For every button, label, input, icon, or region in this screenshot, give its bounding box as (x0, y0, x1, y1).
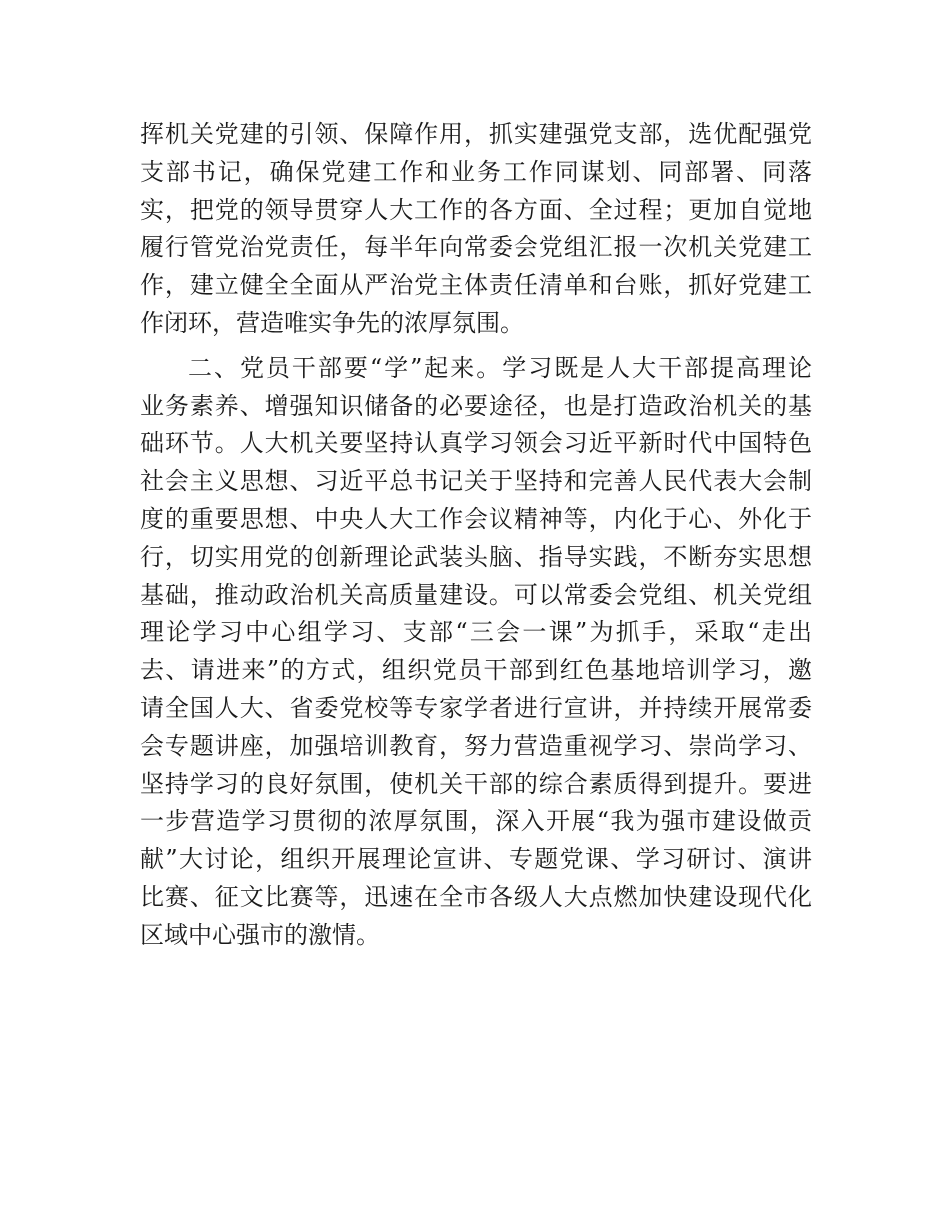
text-line: 请全国人大、省委党校等专家学者进行宣讲，并持续开展常委 (140, 693, 812, 722)
text-line: 支部书记，确保党建工作和业务工作同谋划、同部署、同落 (140, 157, 812, 186)
text-line: 作，建立健全全面从严治党主体责任清单和台账，抓好党建工 (140, 271, 812, 300)
text-line: 度的重要思想、中央人大工作会议精神等，内化于心、外化于 (140, 504, 812, 533)
text-line: 坚持学习的良好氛围，使机关干部的综合素质得到提升。要进 (140, 769, 812, 798)
text-line: 作闭环，营造唯实争先的浓厚氛围。 (140, 308, 524, 337)
text-line: 去、请进来”的方式，组织党员干部到红色基地培训学习，邀 (140, 656, 812, 685)
text-line: 理论学习中心组学习、支部“三会一课”为抓手，采取“走出 (140, 618, 812, 647)
text-line: 比赛、征文比赛等，迅速在全市各级人大点燃加快建设现代化 (140, 882, 812, 911)
body-text (140, 116, 812, 955)
text-line: 实，把党的领导贯穿人大工作的各方面、全过程；更加自觉地 (140, 195, 812, 224)
text-line: 一步营造学习贯彻的浓厚氛围，深入开展“我为强市建设做贡 (140, 807, 812, 836)
text-line: 区域中心强市的激情。 (140, 920, 380, 949)
text-line: 会专题讲座，加强培训教育，努力营造重视学习、崇尚学习、 (140, 731, 812, 760)
text-line: 业务素养、增强知识储备的必要途径，也是打造政治机关的基 (140, 391, 812, 420)
text-line: 基础，推动政治机关高质量建设。可以常委会党组、机关党组 (140, 580, 812, 609)
text-line: 社会主义思想、习近平总书记关于坚持和完善人民代表大会制 (140, 467, 812, 496)
paragraph-1 (140, 116, 812, 343)
text-line: 挥机关党建的引领、保障作用，抓实建强党支部，选优配强党 (140, 120, 812, 148)
text-line: 履行管党治党责任，每半年向常委会党组汇报一次机关党建工 (140, 233, 812, 262)
text-line: 础环节。人大机关要坚持认真学习领会习近平新时代中国特色 (140, 429, 812, 458)
paragraph-2 (140, 350, 812, 955)
text-line: 献”大讨论，组织开展理论宣讲、专题党课、学习研讨、演讲 (140, 845, 812, 874)
paragraph-gap (140, 343, 812, 350)
text-line: 行，切实用党的创新理论武装头脑、指导实践，不断夯实思想 (140, 542, 812, 571)
text-line: 二、党员干部要“学”起来。学习既是人大干部提高理论 (188, 353, 812, 382)
